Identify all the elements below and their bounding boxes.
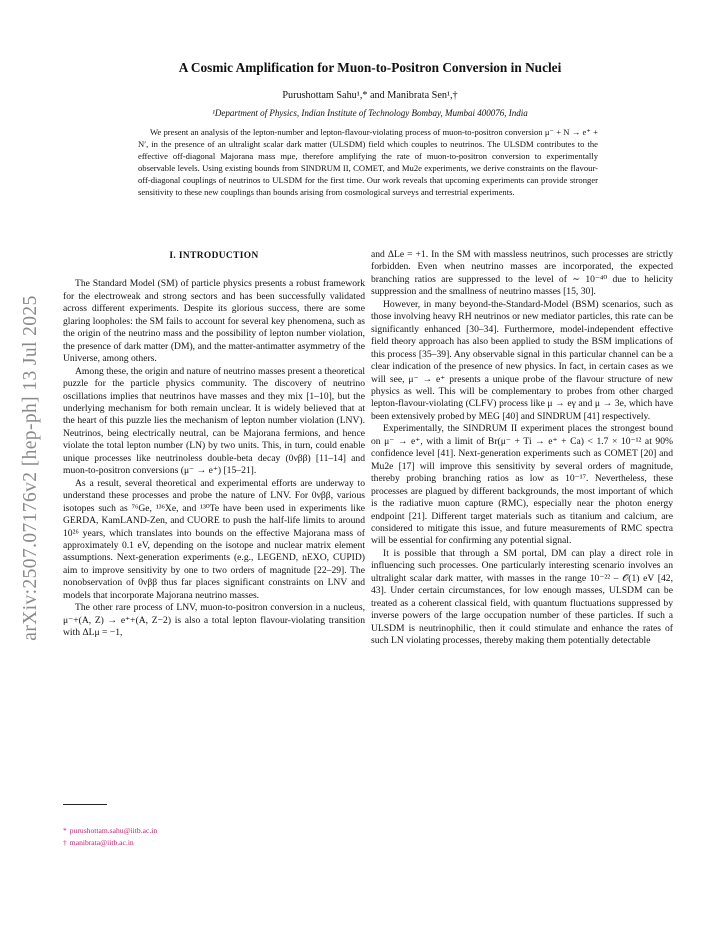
footnote-rule <box>63 804 107 805</box>
paragraph: and ΔLe = +1. In the SM with massless neutrinos, such processes are strictly forbidden. Even when neutrino masses are incorporated, the expected branching ratios are suppressed to the level of ∼ 10⁻⁴⁰ due to helicity suppression and the smallness of neutrino masses [15, 30]. <box>371 249 673 298</box>
paper-title: A Cosmic Amplification for Muon-to-Positron Conversion in Nuclei <box>178 60 562 75</box>
footnote-email-2[interactable] <box>63 838 134 847</box>
section-heading: I. INTRODUCTION <box>169 251 259 261</box>
arxiv-identifier[interactable]: arXiv:2507.07176v2 [hep-ph] 13 Jul 2025 <box>20 295 41 641</box>
paragraph: Experimentally, the SINDRUM II experiment places the strongest bound on μ⁻ → e⁺, with a limit of Br(μ⁻ + Ti → e⁺ + Ca) < 1.7 × 10⁻¹² at 90% confidence level [41]. Next-generation experiments such as COMET [20] and Mu2e [17] will improve this sensitivity by several orders of magnitude, thereby probing branching ratios as low as 10⁻¹⁷. Nevertheless, these processes are plagued by different backgrounds, the most important of which is the radiative muon capture (RMC), especially near the photon energy endpoint [21]. Different target materials such as titanium and calcium, are considered to mitigate this issue, and future measurements of RMC spectra will be essential for confirming any potential signal. <box>371 423 673 547</box>
paragraph: It is possible that through a SM portal, DM can play a direct role in influencing such processes. One particularly interesting scenario involves an ultralight scalar dark matter, with masses in the range 10⁻²² – 𝒪(1) eV [42, 43]. Under certain circumstances, for low enough masses, ULSDM can be treated as a coherent classical field, with quantum fluctuations suppressed by inverse powers of the large occupation number of these particles. If such a ULSDM is neutrinophilic, then it could stimulate and enhance the rates of such LN violating processes, thereby making them potentially detectable <box>371 547 673 647</box>
paragraph: Among these, the origin and nature of neutrino masses present a theoretical puzzle for the particle physics community. The discovery of neutrino oscillations implies that neutrinos have masses and they mix [1–10], but the underlying mechanism for both remain unclear. It is widely believed that at the heart of this puzzle lies the mechanism of lepton number violation (LNV). Neutrinos, being electrically neutral, can be Majorana fermions, and hence violate the total lepton number (LN) by two units. This, in turn, could enable unique processes like neutrinoless double-beta decay (0νββ) [11–14] and muon-to-positron conversions (μ⁻ → e⁺) [15–21]. <box>63 365 365 477</box>
footnote-email-text[interactable]: manibrata@iitb.ac.in <box>69 838 134 847</box>
footnote-email-text[interactable]: purushottam.sahu@iitb.ac.in <box>69 826 158 835</box>
abstract: We present an analysis of the lepton-number and lepton-flavour-violating process of muon-to-positron conversion μ⁻ + N → e⁺ + N′, in the presence of an ultralight scalar dark matter (ULSDM) field which couples to neutrinos. The ULSDM contributes to the effective off-diagonal Majorana mass mμe, therefore amplifying the rate of muon-to-positron conversion to experimentally observable levels. Using existing bounds from SINDRUM II, COMET, and Mu2e experiments, we derive constraints on the flavour-off-diagonal couplings of neutrinos to ULSDM for the first time. Our work reveals that upcoming experiments can provide stronger sensitivity to these new couplings than bounds arising from cosmological surveys and terrestrial experiments. <box>138 127 598 197</box>
footnote-mark: * <box>63 826 67 835</box>
footnote-email-1[interactable] <box>63 826 157 835</box>
paragraph: As a result, several theoretical and experimental efforts are underway to understand these processes and probe the nature of LNV. For 0νββ, various isotopes such as ⁷⁶Ge, ¹³⁶Xe, and ¹³⁰Te have been used in experiments like GERDA, KamLAND-Zen, and CUORE to push the half-life limits to around 10²⁶ years, which translates into bounds on the effective Majorana mass of approximately 0.1 eV, depending on the isotope and nuclear matrix element assumptions. Next-generation experiments (e.g., LEGEND, nEXO, CUPID) aim to improve sensitivity by one to two orders of magnitude [22–29]. The nonobservation of 0νββ thus far places significant constraints on LNV and models that incorporate Majorana neutrino masses. <box>63 477 365 601</box>
author-list: Purushottam Sahu¹,* and Manibrata Sen¹,† <box>282 90 458 101</box>
footnote-mark: † <box>63 838 67 847</box>
affiliation: ¹Department of Physics, Indian Institute of Technology Bombay, Mumbai 400076, India <box>212 108 528 118</box>
arxiv-stamp <box>12 258 50 678</box>
left-column <box>63 248 365 640</box>
right-column <box>371 249 673 648</box>
paragraph: The other rare process of LNV, muon-to-positron conversion in a nucleus, μ⁻+(A, Z) → e⁺+(A, Z−2) is also a total lepton flavour-violating transition with ΔLμ = −1, <box>63 602 365 639</box>
paragraph: The Standard Model (SM) of particle physics presents a robust framework for the electroweak and strong sectors and has been successfully validated across different experiments. Despite its glorious success, there are some glaring loopholes: the SM fails to account for several key phenomena, such as the origin of the neutrino mass and the possibility of lepton number violation, the presence of dark matter (DM), and the matter-antimatter asymmetry of the Universe, among others. <box>63 278 365 365</box>
paragraph: However, in many beyond-the-Standard-Model (BSM) scenarios, such as those involving heavy RH neutrinos or new mediator particles, this rate can be significantly enhanced [30–34]. Furthermore, model-independent effective field theory approach has also been applied to study the BSM implications of this process [35–39]. Any observable signal in this particular channel can be a clear indication of the presence of new physics. In fact, in certain cases as we will see, μ⁻ → e⁺ presents a unique probe of the flavour structure of new physics as well. This will be complementary to probes from other charged lepton-flavour-violating (CLFV) process like μ → eγ and μ → 3e, which have been extensively probed by MEG [40] and SINDRUM [41] respectively. <box>371 298 673 422</box>
